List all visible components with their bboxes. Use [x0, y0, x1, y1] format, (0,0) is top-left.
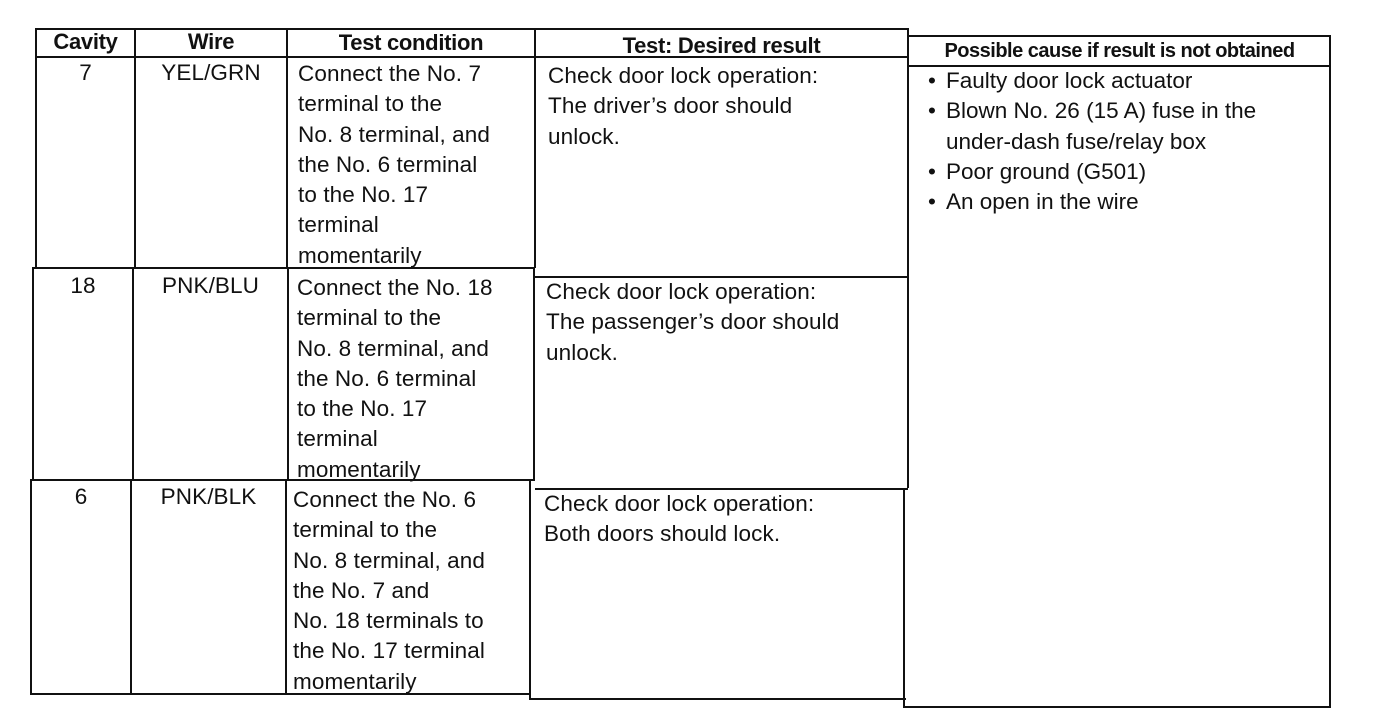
- cause-item: [922, 96, 1326, 157]
- row2-desired-result: Check door lock operation: The passenger’s door should unlock.: [546, 279, 840, 365]
- bullet-icon: •: [928, 98, 936, 124]
- table-bottom-border-right: [904, 706, 1329, 708]
- row1-test-condition: Connect the No. 7 terminal to the No. 8 terminal, and the No. 6 terminal to the No. 17 terminal momentarily: [298, 61, 490, 268]
- row3-wire: PNK/BLK: [160, 484, 257, 509]
- row1-desired-result: Check door lock operation: The driver’s door should unlock.: [548, 63, 819, 149]
- header-wire: Wire: [187, 29, 235, 54]
- header-possible-cause: Possible cause if result is not obtained: [944, 40, 1295, 62]
- row3-desired-result: Check door lock operation: Both doors should lock.: [544, 491, 815, 547]
- bullet-icon: •: [928, 189, 936, 215]
- table-top-border-right: [908, 35, 1331, 37]
- possible-causes-list: [922, 66, 1326, 217]
- col-divider-wire-condition-2: [287, 267, 289, 480]
- header-cavity: Cavity: [53, 29, 118, 54]
- table-right-border: [1329, 35, 1331, 708]
- bullet-icon: •: [928, 158, 936, 184]
- header-test-condition: Test condition: [338, 30, 484, 55]
- row2-test-condition: Connect the No. 18 terminal to the No. 8 terminal, and the No. 6 terminal to the No. 17 terminal momentarily: [297, 275, 493, 482]
- col-divider-wire-condition: [286, 28, 288, 268]
- cause-item: [922, 66, 1326, 96]
- col-divider-result-cause-2: [903, 488, 905, 708]
- cause-item: [922, 157, 1326, 187]
- row1-cavity: 7: [79, 60, 92, 85]
- col-divider-wire-condition-3: [285, 479, 287, 695]
- cause-item: [922, 187, 1326, 217]
- col-divider-condition-result-3: [529, 479, 531, 700]
- cause-text: An open in the wire: [946, 189, 1139, 215]
- row1-wire: YEL/GRN: [161, 60, 261, 85]
- table-bottom-border-mid: [530, 698, 906, 700]
- row3-cavity: 6: [74, 484, 88, 509]
- bullet-icon: •: [928, 68, 936, 93]
- cause-text: Blown No. 26 (15 A) fuse in the under-dash fuse/relay box: [946, 98, 1257, 154]
- row2-wire: PNK/BLU: [162, 273, 259, 298]
- header-desired-result: Test: Desired result: [622, 33, 821, 58]
- cause-text: Poor ground (G501): [946, 158, 1147, 184]
- col-divider-condition-result: [534, 28, 536, 268]
- col-divider-condition-result-2: [533, 267, 535, 480]
- col-divider-result-cause: [907, 28, 909, 488]
- row3-test-condition: Connect the No. 6 terminal to the No. 8 terminal, and the No. 7 and No. 18 terminals to the No. 17 terminal momentarily: [293, 487, 485, 694]
- row2-cavity: 18: [70, 273, 96, 298]
- cause-text: Faulty door lock actuator: [946, 68, 1193, 93]
